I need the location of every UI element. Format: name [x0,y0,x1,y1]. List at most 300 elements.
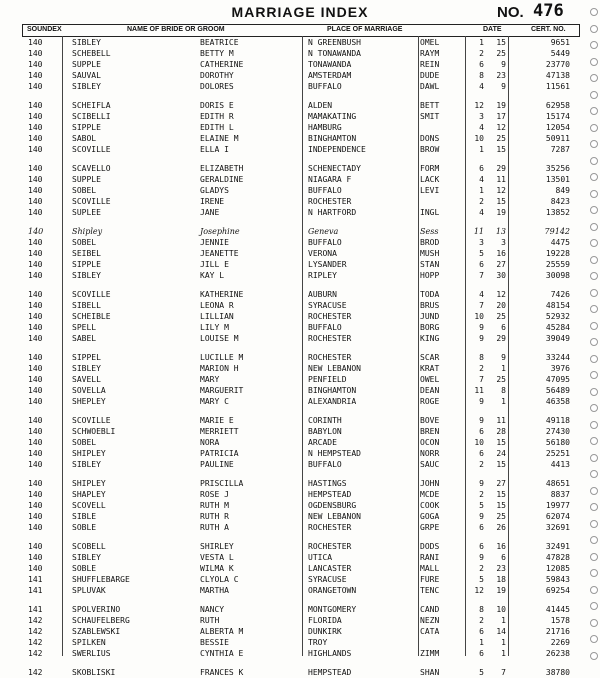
officiant-code: FORM [420,164,440,173]
month: 6 [479,60,484,69]
given-name: PAULINE [200,460,234,469]
given-name: DOLORES [200,82,234,91]
place-of-marriage: ALEXANDRIA [308,397,357,406]
month: 6 [479,449,484,458]
officiant-code: Sess [420,227,439,236]
place-of-marriage: OGDENSBURG [308,501,357,510]
soundex-code: 140 [28,145,43,154]
day: 7 [501,668,506,677]
day: 1 [501,397,506,406]
month: 9 [479,416,484,425]
cert-number: 56489 [545,386,570,395]
cert-number: 4475 [550,238,570,247]
officiant-code: JOHN [420,479,440,488]
month: 4 [479,208,484,217]
surname: SOBLE [72,564,97,573]
cert-number: 3976 [550,364,570,373]
index-row [22,238,578,248]
soundex-code: 140 [28,164,43,173]
surname: SCOVILLE [72,197,111,206]
feed-hole [590,437,598,445]
day: 25 [496,512,506,521]
surname: SIBLEY [72,364,101,373]
index-row [22,397,578,407]
feed-hole [590,470,598,478]
index-row [22,123,578,133]
feed-hole [590,25,598,33]
soundex-code: 142 [28,668,43,677]
day: 15 [496,145,506,154]
index-row [22,260,578,270]
index-number: 476 [533,1,564,21]
given-name: BETTY M [200,49,234,58]
index-row [22,175,578,185]
place-of-marriage: MONTGOMERY [308,605,357,614]
feed-hole [590,8,598,16]
surname: SIPPEL [72,353,101,362]
feed-hole [590,371,598,379]
given-name: Josephine [200,227,240,236]
soundex-code: 140 [28,386,43,395]
index-row [22,186,578,196]
tractor-feed-strip [588,0,600,668]
surname: SPELL [72,323,97,332]
surname: SCIBELLI [72,112,111,121]
month: 2 [479,460,484,469]
feed-hole [590,454,598,462]
place-of-marriage: ROCHESTER [308,312,352,321]
feed-hole [590,305,598,313]
officiant-code: LEVI [420,186,440,195]
month: 1 [479,638,484,647]
officiant-code: OMEL [420,38,440,47]
feed-hole [590,553,598,561]
place-of-marriage: INDEPENDENCE [308,145,366,154]
day: 24 [496,449,506,458]
surname: SEIBEL [72,249,101,258]
day: 12 [496,186,506,195]
cert-number: 39049 [545,334,570,343]
officiant-code: BROD [420,238,440,247]
place-of-marriage: CORINTH [308,416,342,425]
cert-number: 32491 [545,542,570,551]
feed-hole [590,322,598,330]
cert-number: 15174 [545,112,570,121]
officiant-code: DONS [420,134,440,143]
given-name: GLADYS [200,186,229,195]
soundex-code: 140 [28,301,43,310]
month: 7 [479,271,484,280]
month: 3 [479,112,484,121]
surname: SOBEL [72,186,97,195]
month: 4 [479,123,484,132]
index-row [22,301,578,311]
month: 2 [479,616,484,625]
place-of-marriage: LANCASTER [308,564,352,573]
officiant-code: DUDE [420,71,440,80]
given-name: IRENE [200,197,225,206]
given-name: JANE [200,208,220,217]
given-name: LOUISE M [200,334,239,343]
officiant-code: NEZN [420,616,440,625]
officiant-code: BROW [420,145,440,154]
month: 1 [479,38,484,47]
day: 11 [496,175,506,184]
month: 9 [479,397,484,406]
month: 7 [479,301,484,310]
day: 27 [496,479,506,488]
feed-hole [590,107,598,115]
soundex-code: 140 [28,490,43,499]
officiant-code: RAYM [420,49,440,58]
given-name: LEONA R [200,301,234,310]
month: 10 [474,134,484,143]
soundex-code: 140 [28,449,43,458]
index-row [22,427,578,437]
officiant-code: SHAN [420,668,440,677]
day: 19 [496,101,506,110]
soundex-code: 140 [28,523,43,532]
surname: SIBLEY [72,553,101,562]
soundex-code: 140 [28,271,43,280]
surname: SCHAUFELBERG [72,616,130,625]
given-name: RUTH [200,616,220,625]
day: 19 [496,208,506,217]
feed-hole [590,206,598,214]
surname: SHUFFLEBARGE [72,575,130,584]
officiant-code: ZIMM [420,649,440,658]
soundex-code: 140 [28,260,43,269]
surname: SCOVILLE [72,145,111,154]
officiant-code: STAN [420,260,440,269]
surname: Shipley [72,227,103,236]
index-row [22,649,578,659]
feed-hole [590,404,598,412]
soundex-code: 140 [28,323,43,332]
place-of-marriage: NIAGARA F [308,175,352,184]
surname: SHEPLEY [72,397,106,406]
day: 11 [496,416,506,425]
index-row [22,668,578,678]
officiant-code: LACK [420,175,440,184]
day: 25 [496,49,506,58]
cert-number: 13501 [545,175,570,184]
soundex-code: 140 [28,438,43,447]
index-row [22,638,578,648]
cert-number: 48651 [545,479,570,488]
day: 12 [496,290,506,299]
feed-hole [590,536,598,544]
officiant-code: INGL [420,208,440,217]
place-of-marriage: HASTINGS [308,479,347,488]
month: 5 [479,501,484,510]
feed-hole [590,355,598,363]
given-name: JENNIE [200,238,229,247]
given-name: KAY L [200,271,225,280]
day: 28 [496,427,506,436]
index-row [22,145,578,155]
soundex-code: 140 [28,564,43,573]
given-name: EDITH L [200,123,234,132]
officiant-code: SAUC [420,460,440,469]
given-name: ELAINE M [200,134,239,143]
soundex-code: 140 [28,427,43,436]
place-of-marriage: N HARTFORD [308,208,357,217]
officiant-code: DAWL [420,82,440,91]
day: 15 [496,38,506,47]
place-of-marriage: FLORIDA [308,616,342,625]
feed-hole [590,652,598,660]
officiant-code: BREN [420,427,440,436]
surname: SOBEL [72,238,97,247]
given-name: MARTHA [200,586,229,595]
index-row [22,227,578,237]
header-cert: CERT. NO. [531,26,566,33]
feed-hole [590,569,598,577]
day: 1 [501,364,506,373]
day: 15 [496,490,506,499]
index-row [22,101,578,111]
month: 1 [479,145,484,154]
index-row [22,512,578,522]
day: 25 [496,375,506,384]
place-of-marriage: BABYLON [308,427,342,436]
place-of-marriage: AUBURN [308,290,337,299]
officiant-code: BOVE [420,416,440,425]
cert-number: 79142 [544,227,570,236]
given-name: NANCY [200,605,225,614]
surname: SABEL [72,334,97,343]
day: 30 [496,271,506,280]
place-of-marriage: N GREENBUSH [308,38,361,47]
index-row [22,164,578,174]
day: 15 [496,460,506,469]
index-row [22,208,578,218]
soundex-code: 142 [28,627,43,636]
month: 6 [479,542,484,551]
month: 6 [479,164,484,173]
place-of-marriage: HEMPSTEAD [308,490,352,499]
soundex-code: 140 [28,249,43,258]
place-of-marriage: NEW LEBANON [308,364,361,373]
given-name: RUTH R [200,512,229,521]
index-row [22,501,578,511]
cert-number: 47138 [545,71,570,80]
month: 8 [479,71,484,80]
given-name: MARY [200,375,220,384]
place-of-marriage: BINGHAMTON [308,386,357,395]
day: 15 [496,501,506,510]
cert-number: 8837 [550,490,570,499]
given-name: MERRIETT [200,427,239,436]
cert-number: 19228 [545,249,570,258]
given-name: JILL E [200,260,229,269]
index-row [22,386,578,396]
given-name: JEANETTE [200,249,239,258]
place-of-marriage: Geneva [308,227,339,236]
surname: SCAVELLO [72,164,111,173]
given-name: RUTH M [200,501,229,510]
month: 11 [473,227,484,236]
soundex-code: 140 [28,479,43,488]
place-of-marriage: N TONAWANDA [308,49,361,58]
given-name: WILMA K [200,564,234,573]
given-name: RUTH A [200,523,229,532]
surname: SOBLE [72,523,97,532]
place-of-marriage: ROCHESTER [308,542,352,551]
cert-number: 50911 [545,134,570,143]
place-of-marriage: HAMBURG [308,123,342,132]
month: 10 [474,438,484,447]
soundex-code: 140 [28,71,43,80]
cert-number: 1578 [550,616,570,625]
surname: SHAPLEY [72,490,106,499]
feed-hole [590,91,598,99]
place-of-marriage: SYRACUSE [308,575,347,584]
place-of-marriage: DUNKIRK [308,627,342,636]
place-of-marriage: BUFFALO [308,82,342,91]
given-name: ELIZABETH [200,164,244,173]
surname: SCHEIFLA [72,101,111,110]
given-name: DOROTHY [200,71,234,80]
index-row [22,449,578,459]
given-name: CATHERINE [200,60,244,69]
month: 9 [479,553,484,562]
index-row [22,112,578,122]
soundex-code: 141 [28,575,43,584]
cert-number: 26238 [545,649,570,658]
index-row [22,71,578,81]
cert-number: 32691 [545,523,570,532]
soundex-code: 140 [28,375,43,384]
surname: SCHEBELL [72,49,111,58]
given-name: SHIRLEY [200,542,234,551]
index-row [22,564,578,574]
place-of-marriage: NEW LEBANON [308,512,361,521]
month: 2 [479,564,484,573]
feed-hole [590,223,598,231]
day: 1 [501,638,506,647]
given-name: BESSIE [200,638,229,647]
index-row [22,82,578,92]
day: 1 [501,616,506,625]
soundex-code: 142 [28,638,43,647]
day: 9 [501,60,506,69]
given-name: VESTA L [200,553,234,562]
feed-hole [590,602,598,610]
index-row [22,38,578,48]
surname: SIPPLE [72,260,101,269]
soundex-code: 140 [28,227,44,236]
day: 14 [496,627,506,636]
month: 2 [479,490,484,499]
given-name: ALBERTA M [200,627,244,636]
index-row [22,197,578,207]
cert-number: 47828 [545,553,570,562]
given-name: MARY C [200,397,229,406]
soundex-code: 140 [28,197,43,206]
soundex-code: 140 [28,238,43,247]
day: 25 [496,134,506,143]
day: 19 [496,586,506,595]
officiant-code: SMIT [420,112,440,121]
month: 12 [474,101,484,110]
cert-number: 7426 [550,290,570,299]
month: 6 [479,523,484,532]
place-of-marriage: ROCHESTER [308,197,352,206]
surname: SWERLIUS [72,649,111,658]
surname: SIBELL [72,301,101,310]
index-row [22,323,578,333]
surname: SIBLEY [72,271,101,280]
index-row [22,627,578,637]
place-of-marriage: VERONA [308,249,337,258]
index-row [22,479,578,489]
surname: SHIPLEY [72,479,106,488]
day: 27 [496,260,506,269]
soundex-code: 140 [28,123,43,132]
day: 15 [496,197,506,206]
place-of-marriage: RIPLEY [308,271,337,280]
given-name: LUCILLE M [200,353,244,362]
day: 13 [495,227,506,236]
feed-hole [590,124,598,132]
soundex-code: 140 [28,60,43,69]
month: 7 [479,375,484,384]
month: 6 [479,260,484,269]
soundex-code: 140 [28,186,43,195]
index-row [22,312,578,322]
place-of-marriage: PENFIELD [308,375,347,384]
soundex-code: 140 [28,101,43,110]
surname: SABOL [72,134,97,143]
place-of-marriage: N HEMPSTEAD [308,449,361,458]
officiant-code: DEAN [420,386,440,395]
soundex-code: 140 [28,175,43,184]
month: 2 [479,364,484,373]
officiant-code: OCON [420,438,440,447]
cert-number: 12085 [545,564,570,573]
feed-hole [590,289,598,297]
cert-number: 21716 [545,627,570,636]
surname: SIBLE [72,512,97,521]
soundex-code: 140 [28,112,43,121]
surname: SUPPLE [72,60,101,69]
place-of-marriage: ROCHESTER [308,353,352,362]
month: 8 [479,353,484,362]
soundex-code: 140 [28,353,43,362]
soundex-code: 140 [28,364,43,373]
surname: SCOVELL [72,501,106,510]
place-of-marriage: SCHENECTADY [308,164,361,173]
feed-hole [590,173,598,181]
month: 5 [479,575,484,584]
month: 6 [479,649,484,658]
day: 18 [496,575,506,584]
surname: SOVELLA [72,386,106,395]
cert-number: 27430 [545,427,570,436]
day: 6 [501,553,506,562]
cert-number: 47095 [545,375,570,384]
index-row [22,334,578,344]
feed-hole [590,503,598,511]
officiant-code: MUSH [420,249,440,258]
month: 5 [479,249,484,258]
month: 2 [479,197,484,206]
surname: SUPLEE [72,208,101,217]
month: 9 [479,512,484,521]
soundex-code: 141 [28,586,43,595]
